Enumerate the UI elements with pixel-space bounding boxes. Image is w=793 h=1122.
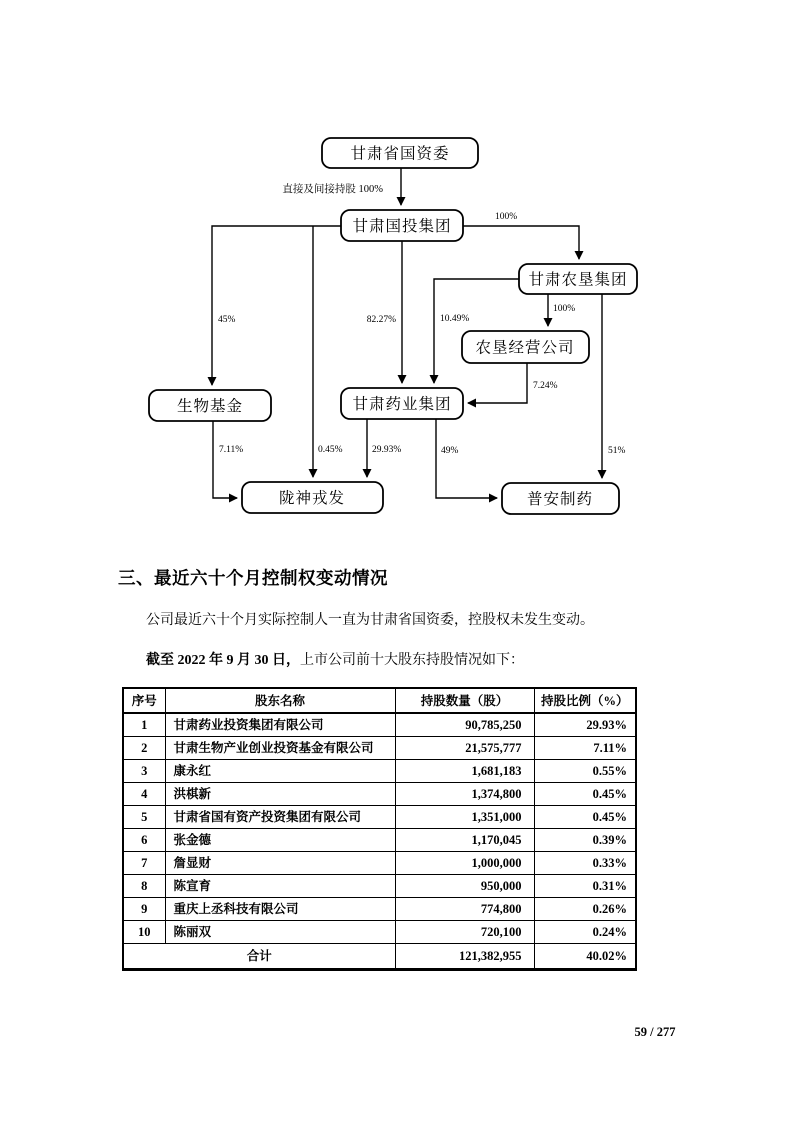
- cell-shares: 1,681,183: [395, 760, 534, 783]
- edge-pharma-to-puan: [436, 419, 497, 498]
- table-intro-date: 截至 2022 年 9 月 30 日，: [146, 653, 300, 668]
- cell-shares: 90,785,250: [395, 713, 534, 737]
- cell-shares: 720,100: [395, 921, 534, 944]
- cell-shares: 1,374,800: [395, 783, 534, 806]
- edge-label-nongken-pharma: 10.49%: [440, 314, 470, 324]
- cell-no: 3: [123, 760, 165, 783]
- cell-pct: 29.93%: [534, 713, 636, 737]
- total-pct: 40.02%: [534, 944, 636, 970]
- node-gansu-pharma-group: [341, 388, 463, 419]
- table-header-row: [123, 688, 636, 713]
- edge-guotou-to-biofund: [212, 226, 341, 385]
- cell-no: 10: [123, 921, 165, 944]
- cell-name: 陈丽双: [165, 921, 395, 944]
- svg-text:甘肃药业集团: 甘肃药业集团: [352, 396, 452, 413]
- table-row: [123, 898, 636, 921]
- ownership-structure-diagram: [0, 0, 793, 560]
- table-row: [123, 829, 636, 852]
- edge-label-guotou-biofund: 45%: [218, 315, 236, 325]
- cell-no: 2: [123, 737, 165, 760]
- table-intro-rest: 上市公司前十大股东持股情况如下：: [300, 653, 524, 668]
- cell-no: 8: [123, 875, 165, 898]
- edge-label-nongken-management: 100%: [553, 304, 576, 314]
- svg-text:甘肃农垦集团: 甘肃农垦集团: [528, 271, 628, 289]
- cell-no: 6: [123, 829, 165, 852]
- node-gansu-guotou-group: [341, 210, 463, 241]
- cell-pct: 0.45%: [534, 806, 636, 829]
- edge-label-guotou-nongken: 100%: [495, 212, 518, 222]
- table-total-row: [123, 944, 636, 970]
- edge-label-guotou-pharma: 82.27%: [366, 315, 396, 325]
- cell-name: 陈宣育: [165, 875, 395, 898]
- svg-text:农垦经营公司: 农垦经营公司: [475, 339, 575, 357]
- node-gansu-nongken-group: [519, 264, 637, 294]
- node-puan-pharma: [502, 483, 619, 514]
- section-heading: 三、最近六十个月控制权变动情况: [118, 568, 388, 588]
- cell-shares: 1,000,000: [395, 852, 534, 875]
- cell-pct: 0.26%: [534, 898, 636, 921]
- cell-pct: 0.45%: [534, 783, 636, 806]
- cell-no: 9: [123, 898, 165, 921]
- cell-pct: 0.31%: [534, 875, 636, 898]
- paragraph-table-intro: [146, 651, 706, 671]
- table-row: [123, 875, 636, 898]
- cell-no: 1: [123, 713, 165, 737]
- edge-label-nongken-puan: 51%: [608, 446, 626, 456]
- table-row: [123, 760, 636, 783]
- page-number: 59 / 277: [634, 1025, 676, 1039]
- table-row: [123, 737, 636, 760]
- svg-text:甘肃国投集团: 甘肃国投集团: [352, 218, 452, 235]
- cell-pct: 0.55%: [534, 760, 636, 783]
- cell-name: 甘肃药业投资集团有限公司: [165, 713, 395, 737]
- node-nongken-management: [462, 331, 589, 363]
- cell-name: 康永红: [165, 760, 395, 783]
- header-index: 序号: [123, 688, 165, 713]
- cell-shares: 1,351,000: [395, 806, 534, 829]
- cell-shares: 1,170,045: [395, 829, 534, 852]
- cell-shares: 21,575,777: [395, 737, 534, 760]
- node-bio-fund: [149, 390, 271, 421]
- edge-guotou-to-nongken: [463, 226, 579, 259]
- paragraph-control-change: 公司最近六十个月实际控制人一直为甘肃省国资委，控股权未发生变动。: [146, 613, 594, 628]
- cell-pct: 0.24%: [534, 921, 636, 944]
- node-gansu-sasac: [322, 138, 478, 168]
- cell-name: 张金德: [165, 829, 395, 852]
- cell-no: 7: [123, 852, 165, 875]
- edge-label-management-pharma: 7.24%: [533, 381, 558, 391]
- cell-no: 5: [123, 806, 165, 829]
- table-row: [123, 806, 636, 829]
- svg-text:生物基金: 生物基金: [176, 398, 244, 415]
- total-shares: 121,382,955: [395, 944, 534, 970]
- cell-name: 洪棋新: [165, 783, 395, 806]
- cell-name: 詹显财: [165, 852, 395, 875]
- total-label: 合计: [123, 944, 395, 970]
- svg-text:普安制药: 普安制药: [526, 491, 594, 508]
- edge-management-to-pharma: [468, 363, 527, 403]
- edge-label-biofund-longshen: 7.11%: [219, 445, 244, 455]
- header-shares: 持股数量（股）: [395, 688, 534, 713]
- cell-shares: 950,000: [395, 875, 534, 898]
- cell-name: 甘肃省国有资产投资集团有限公司: [165, 806, 395, 829]
- svg-text:甘肃省国资委: 甘肃省国资委: [350, 145, 450, 163]
- edge-biofund-to-longshen: [213, 421, 237, 498]
- cell-name: 重庆上丞科技有限公司: [165, 898, 395, 921]
- header-ratio: 持股比例（%）: [534, 688, 636, 713]
- table-row: [123, 783, 636, 806]
- edge-label-guotou-longshen: 0.45%: [318, 445, 343, 455]
- edge-label-pharma-longshen: 29.93%: [372, 445, 402, 455]
- svg-text:陇神戎发: 陇神戎发: [278, 490, 346, 507]
- edge-label-pharma-puan: 49%: [441, 446, 459, 456]
- cell-pct: 7.11%: [534, 737, 636, 760]
- table-row: [123, 852, 636, 875]
- edge-label-sasac-holding: 直接及间接持股 100%: [282, 184, 383, 195]
- header-name: 股东名称: [165, 688, 395, 713]
- cell-pct: 0.33%: [534, 852, 636, 875]
- cell-no: 4: [123, 783, 165, 806]
- cell-name: 甘肃生物产业创业投资基金有限公司: [165, 737, 395, 760]
- table-row: [123, 713, 636, 737]
- cell-shares: 774,800: [395, 898, 534, 921]
- table-row: [123, 921, 636, 944]
- cell-pct: 0.39%: [534, 829, 636, 852]
- shareholder-table-container: [122, 687, 637, 971]
- node-longshen-rongfa: [242, 482, 383, 513]
- shareholder-table: [122, 687, 637, 971]
